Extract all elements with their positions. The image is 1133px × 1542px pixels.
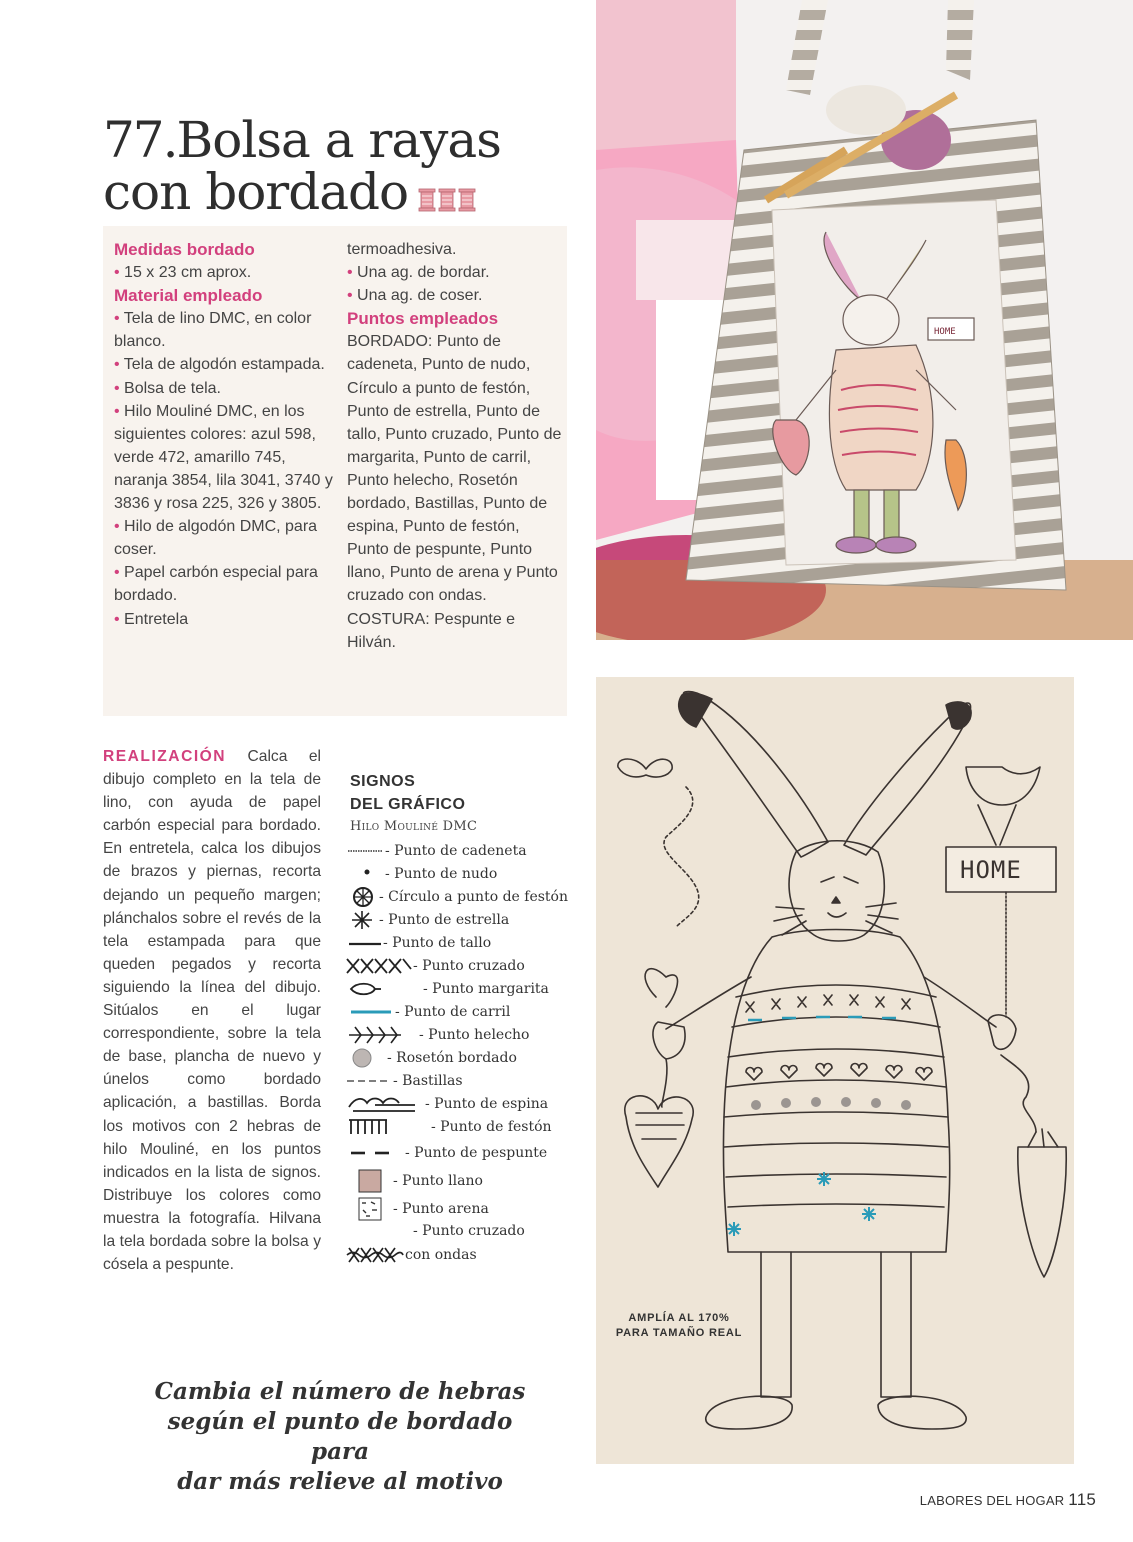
difficulty-spool-icon [418, 170, 478, 222]
materials-list-item: • Entretela [114, 610, 189, 628]
materials-list-item: • Tela de lino DMC, en color blanco. [114, 310, 312, 351]
materials-list-item: • Hilo de algodón DMC, para coser. [114, 518, 318, 559]
legend-heading-1: SIGNOS [350, 773, 416, 790]
blanket-stitch-icon [345, 1116, 431, 1138]
materials-text: BORDADO: Punto de cadeneta, Punto de nudo, Círculo a punto de festón, Punto de estrella, Punto de tallo, Punto cruzado, Punto de margarita, Punto de carril, Punto helecho, Rosetón bordado, Bastillas, Punto de espina, Punto de festón, Punto de pespunte, Punto llano, Punto de arena y Punto cruzado con ondas. COSTURA: Pespunte e Hilván. [347, 333, 562, 651]
satin-stitch-icon [345, 1168, 393, 1194]
legend-item: - Rosetón bordado [345, 1047, 517, 1069]
bullet-icon: • [114, 310, 124, 328]
wavy-cross-stitch-icon [345, 1244, 405, 1266]
stem-stitch-icon [345, 937, 383, 949]
magazine-name: LABORES DEL HOGAR [919, 1493, 1065, 1508]
bullet-icon: • [114, 402, 125, 420]
legend-item: - Punto llano [345, 1170, 483, 1192]
materials-list-item: • Hilo Mouliné DMC, en los siguientes colores: azul 598, verde 472, amarillo 745, naranja 3854, lila 3041, 3740 y 3836 y rosa 225, 326 y 3805. [114, 402, 333, 513]
materials-list-item: • Una ag. de bordar. [347, 264, 490, 282]
bullet-icon: • [114, 518, 125, 536]
seed-stitch-icon [345, 1196, 393, 1222]
legend-item: - Punto helecho [345, 1024, 530, 1046]
instructions-heading: REALIZACIÓN [103, 748, 227, 765]
legend-item: - Punto arena [345, 1198, 489, 1220]
legend-item: - Círculo a punto de festón [345, 886, 568, 908]
bullet-icon: • [114, 379, 125, 397]
legend-heading-2: DEL GRÁFICO [350, 796, 466, 813]
legend-item: - Punto de estrella [345, 909, 509, 931]
bullet-icon: • [114, 356, 124, 374]
title-line-1: Bolsa a rayas [176, 111, 501, 169]
chain-stitch-icon [345, 846, 385, 856]
buttonhole-circle-icon [345, 886, 379, 908]
legend-item: - Punto de pespunte [345, 1142, 547, 1164]
instructions [103, 745, 321, 1276]
bullet-icon: • [114, 564, 125, 582]
pattern-home-sign: HOME [960, 856, 1022, 884]
rosette-stitch-icon [345, 1047, 387, 1069]
herringbone-stitch-icon [345, 1093, 425, 1115]
materials-heading: Puntos empleados [347, 309, 499, 329]
materials-column-2 [347, 238, 562, 654]
legend-subheading: Hilo Mouliné DMC [350, 819, 478, 834]
fern-stitch-icon [345, 1024, 419, 1046]
stitch-legend [345, 770, 590, 1290]
photo-home-tag: HOME [934, 327, 956, 337]
bullet-icon: • [347, 264, 358, 282]
legend-item: - Punto de nudo [345, 863, 497, 885]
legend-item: - Punto de espina [345, 1093, 548, 1115]
materials-heading: Material empleado [114, 286, 263, 306]
legend-item: con ondas [345, 1244, 477, 1266]
cross-stitch-icon [345, 955, 413, 977]
legend-item: - Punto de cadeneta [345, 840, 527, 862]
lazy-daisy-icon [345, 978, 423, 1000]
bullet-icon: • [114, 264, 125, 282]
bullet-icon: • [347, 287, 358, 305]
materials-box [103, 226, 567, 716]
materials-heading: Medidas bordado [114, 240, 255, 259]
title-line-2: con bordado [103, 163, 409, 221]
enlarge-note: AMPLÍA AL 170% PARA TAMAÑO REAL [615, 1312, 743, 1339]
pull-quote: Cambia el número de hebras según el punto de bordado para dar más relieve al motivo [154, 1378, 526, 1495]
article-title [103, 111, 583, 222]
page-footer [920, 1490, 1096, 1510]
legend-item: - Punto cruzado [345, 955, 525, 977]
materials-column-1 [114, 238, 339, 631]
materials-list-item: • Papel carbón especial para bordado. [114, 564, 318, 605]
bag-photo [596, 0, 1133, 640]
legend-item: - Punto de festón [345, 1116, 552, 1138]
materials-list-item: • Una ag. de coser. [347, 287, 483, 305]
bullet-icon: • [114, 610, 125, 628]
running-stitch-icon [345, 1075, 393, 1087]
instructions-text: Calca el dibujo completo en la tela de lino, con ayuda de papel carbón especial para bordado. En entretela, calca los dibujos de brazos y piernas, recorta dejando un pequeño margen; plánchalos sobre el revés de la tela estampada para que queden pegados y recorta siguiendo la línea del dibujo. Sitúalos en el lugar correspondiente, sobre la tela de base, plancha de nuevo y únelos como bordado aplicación, a bastillas. Borda los motivos con 2 hebras de hilo Mouliné, en los puntos indicados en la lista de signos. Distribuye los colores como muestra la fotografía. Hilvana la tela bordada sobre la bolsa y cósela a pespunte. [103, 748, 321, 1274]
materials-text: termoadhesiva. [347, 241, 457, 258]
legend-item: - Punto margarita [345, 978, 549, 1000]
article-number: 77. [103, 111, 177, 169]
rail-stitch-icon [345, 1006, 395, 1018]
legend-item: - Bastillas [345, 1070, 463, 1092]
legend-item: - Punto cruzado [413, 1223, 525, 1239]
materials-list-item: • 15 x 23 cm aprox. [114, 264, 252, 282]
materials-list-item: • Bolsa de tela. [114, 379, 221, 397]
page-number: 115 [1068, 1490, 1096, 1509]
legend-item: - Punto de carril [345, 1001, 510, 1023]
materials-list-item: • Tela de algodón estampada. [114, 356, 325, 374]
knot-stitch-icon [345, 866, 385, 882]
backstitch-icon [345, 1147, 405, 1159]
embroidery-pattern [596, 677, 1074, 1464]
legend-item: - Punto de tallo [345, 932, 491, 954]
star-stitch-icon [345, 909, 379, 931]
